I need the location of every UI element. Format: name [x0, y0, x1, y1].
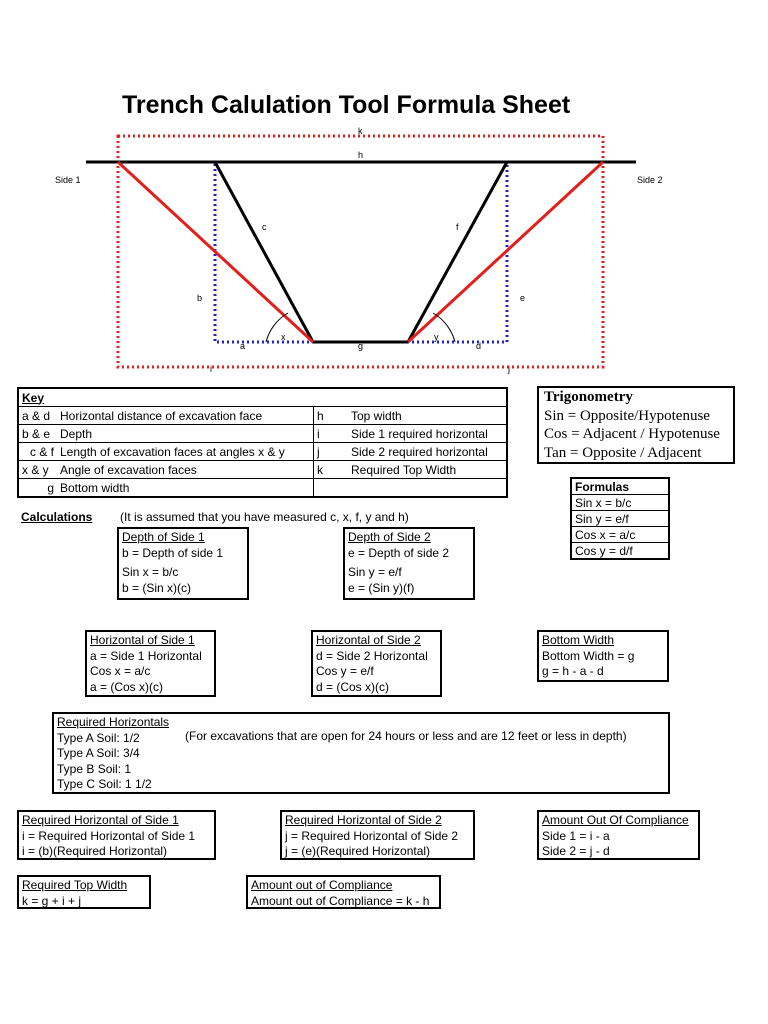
box-title: Required Horizontals: [57, 715, 170, 729]
key-symbol: c & f: [18, 443, 57, 461]
box-title: Bottom Width: [542, 633, 615, 647]
label-side2: Side 2: [637, 175, 663, 185]
box-line: b = Depth of side 1: [122, 545, 224, 560]
soil-line: Type A Soil: 3/4: [57, 746, 140, 760]
formula-line: Cos y = d/f: [571, 543, 669, 560]
trigonometry-header: Trigonometry: [544, 389, 633, 405]
key-description: Side 1 required horizontal: [348, 425, 507, 443]
box-title: Amount Out Of Compliance: [542, 813, 689, 827]
face-c: [215, 162, 313, 342]
box-line: Side 1 = i - a: [542, 828, 610, 843]
table-row: [18, 461, 507, 479]
soil-line: Type A Soil: 1/2: [57, 730, 140, 745]
formula-line: Sin x = b/c: [571, 495, 669, 511]
key-symbol: x & y: [18, 461, 57, 479]
box-line: d = (Cos x)(c): [316, 679, 390, 694]
formula-line: Sin y = e/f: [571, 511, 669, 527]
trig-line: Cos = Adjacent / Hypotenuse: [544, 426, 720, 442]
key-description: Side 2 required horizontal: [348, 443, 507, 461]
label-f: f: [456, 222, 459, 232]
trigonometry-box: [537, 386, 735, 464]
trig-line: Tan = Opposite / Adjacent: [544, 444, 702, 461]
key-description: Bottom width: [57, 479, 314, 498]
box-line: j = Required Horizontal of Side 2: [285, 828, 459, 843]
label-e: e: [520, 293, 526, 303]
key-description: [314, 479, 508, 498]
soil-line: Type B Soil: 1: [57, 761, 132, 776]
key-symbol: i: [314, 425, 349, 443]
label-g: g: [358, 341, 364, 351]
h-outline: [215, 162, 507, 342]
label-b: b: [197, 293, 203, 303]
box-title: Horizontal of Side 1: [90, 633, 195, 647]
key-header: Key: [18, 388, 507, 407]
box-line: e = (Sin y)(f): [348, 580, 415, 595]
amount-out-of-compliance-total-box: [246, 875, 441, 909]
box-line: i = Required Horizontal of Side 1: [22, 828, 196, 843]
key-symbol: b & e: [18, 425, 57, 443]
key-description: Top width: [348, 407, 507, 425]
box-line: Bottom Width = g: [542, 648, 635, 663]
key-description: Depth: [57, 425, 314, 443]
box-line: j = (e)(Required Horizontal): [285, 844, 431, 858]
box-line: e = Depth of side 2: [348, 545, 450, 560]
required-horizontals-note: (For excavations that are open for 24 hours or less and are 12 feet or less in depth): [185, 729, 627, 743]
label-x: x: [281, 332, 286, 342]
box-title: Depth of Side 2: [348, 530, 431, 544]
trench-diagram: [0, 0, 768, 380]
box-line: Cos x = a/c: [90, 664, 151, 678]
depth-side2-box: [343, 527, 475, 600]
box-line: g = h - a - d: [542, 664, 604, 678]
depth-side1-box: [117, 527, 249, 600]
box-line: a = Side 1 Horizontal: [90, 648, 202, 663]
formulas-table: [570, 477, 670, 560]
table-row: [18, 443, 507, 461]
label-i: i: [210, 364, 212, 374]
label-side1: Side 1: [55, 175, 81, 185]
required-top-width-box: [17, 875, 151, 909]
soil-line: Type C Soil: 1 1/2: [57, 777, 152, 791]
box-line: Side 2 = j - d: [542, 844, 610, 858]
face-f: [408, 162, 507, 342]
required-horizontal-side2-box: [280, 810, 475, 860]
label-h: h: [358, 150, 364, 160]
label-c: c: [262, 222, 267, 232]
key-symbol: h: [314, 407, 349, 425]
key-symbol: g: [18, 479, 57, 498]
key-symbol: a & d: [18, 407, 57, 425]
box-title: Horizontal of Side 2: [316, 633, 421, 647]
formula-line: Cos x = a/c: [571, 527, 669, 543]
label-k: k: [358, 126, 363, 136]
key-table: [17, 387, 508, 498]
box-line: Sin x = b/c: [122, 565, 179, 579]
box-title: Required Horizontal of Side 1: [22, 813, 179, 827]
box-line: b = (Sin x)(c): [122, 580, 192, 595]
box-line: d = Side 2 Horizontal: [316, 648, 428, 663]
box-line: Cos y = e/f: [316, 664, 374, 678]
k-outline: [118, 136, 603, 367]
box-line: Sin y = e/f: [348, 565, 402, 579]
box-line: k = g + i + j: [22, 893, 82, 908]
label-a: a: [240, 341, 246, 351]
label-j: j: [508, 364, 510, 374]
horizontal-side1-box: [85, 630, 216, 697]
box-line: a = (Cos x)(c): [90, 679, 164, 694]
key-symbol: k: [314, 461, 349, 479]
key-description: Horizontal distance of excavation face: [57, 407, 314, 425]
calculations-note: (It is assumed that you have measured c, x, f, y and h): [120, 510, 409, 524]
box-title: Amount out of Compliance: [251, 878, 393, 892]
table-row: [18, 479, 507, 498]
label-d: d: [476, 341, 482, 351]
page-title: Trench Calulation Tool Formula Sheet: [122, 91, 571, 119]
key-description: Length of excavation faces at angles x & y: [57, 443, 314, 461]
formulas-header: Formulas: [571, 478, 669, 495]
horizontal-side2-box: [311, 630, 442, 697]
amount-out-of-compliance-box: [537, 810, 700, 860]
key-description: Angle of excavation faces: [57, 461, 314, 479]
box-title: Required Top Width: [22, 878, 128, 892]
key-description: Required Top Width: [348, 461, 507, 479]
required-horizontals-box: [52, 712, 670, 794]
table-row: [18, 407, 507, 425]
label-y: y: [434, 332, 439, 342]
bottom-width-box: [537, 630, 669, 682]
key-symbol: j: [314, 443, 349, 461]
box-title: Depth of Side 1: [122, 530, 205, 544]
box-title: Required Horizontal of Side 2: [285, 813, 442, 827]
box-line: i = (b)(Required Horizontal): [22, 844, 168, 858]
calculations-heading: Calculations: [21, 510, 93, 524]
table-row: [18, 425, 507, 443]
box-line: Amount out of Compliance = k - h: [251, 893, 430, 908]
trig-line: Sin = Opposite/Hypotenuse: [544, 407, 710, 424]
required-horizontal-side1-box: [17, 810, 216, 860]
